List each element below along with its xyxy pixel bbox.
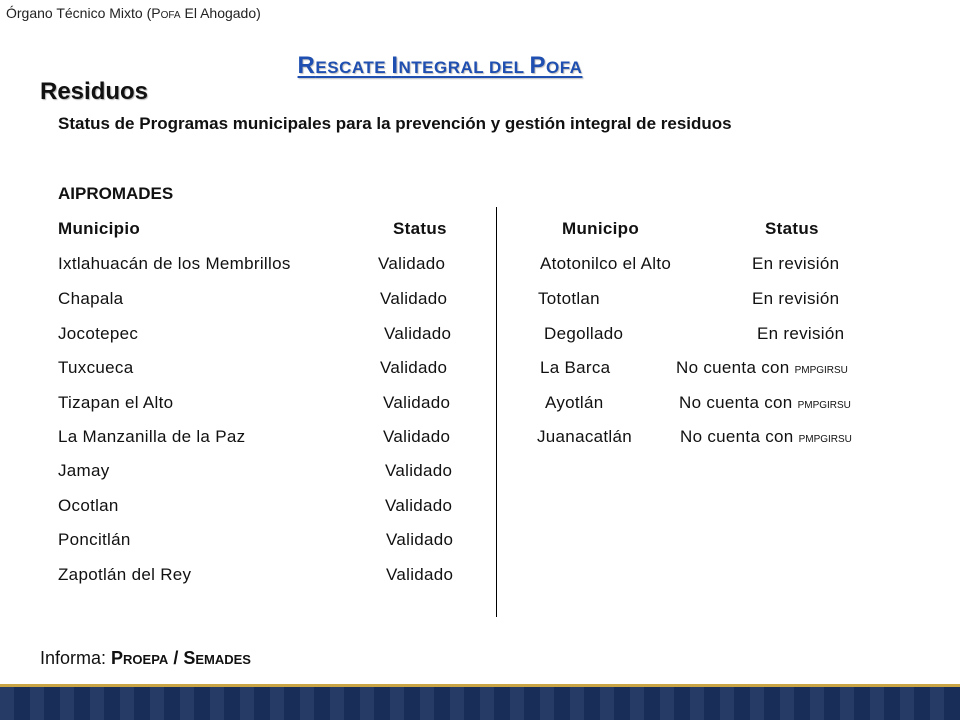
left-row-municipio: Tizapan el Alto xyxy=(58,393,174,412)
left-row-status: Validado xyxy=(383,393,451,412)
right-row-status: En revisión xyxy=(757,324,845,343)
right-row-status: No cuenta con PMPGIRSU xyxy=(676,358,848,377)
left-row-status: Validado xyxy=(378,254,446,273)
decorative-bottom-band xyxy=(0,684,960,720)
left-row-status: Validado xyxy=(380,289,448,308)
slide-title: RESCATE INTEGRAL DEL POFA xyxy=(297,52,583,79)
right-row-status: En revisión xyxy=(752,254,840,273)
right-row-municipio: Ayotlán xyxy=(545,393,604,412)
footer-informa: Informa: PROEPA / SEMADES xyxy=(40,648,251,668)
left-row-municipio: Jocotepec xyxy=(58,324,139,343)
left-row-municipio: Jamay xyxy=(58,461,110,480)
organization-header: Órgano Técnico Mixto (POFA El Ahogado) xyxy=(6,5,261,21)
group-label: AIPROMADES xyxy=(58,184,174,203)
right-row-municipio: Juanacatlán xyxy=(537,427,632,446)
left-row-municipio: Ocotlan xyxy=(58,496,119,515)
subtitle: Status de Programas municipales para la prevención y gestión integral de residuos xyxy=(58,114,732,133)
right-row-municipio: Tototlan xyxy=(538,289,600,308)
left-row-status: Validado xyxy=(383,427,451,446)
left-row-status: Validado xyxy=(385,496,453,515)
right-row-municipio: Degollado xyxy=(544,324,624,343)
left-header-municipio: Municipio xyxy=(58,219,141,238)
left-row-municipio: La Manzanilla de la Paz xyxy=(58,427,246,446)
left-row-municipio: Zapotlán del Rey xyxy=(58,565,192,584)
left-row-status: Validado xyxy=(384,324,452,343)
right-header-municipio: Municipo xyxy=(562,219,639,238)
left-row-status: Validado xyxy=(386,530,454,549)
left-header-status: Status xyxy=(393,219,447,238)
left-row-municipio: Chapala xyxy=(58,289,124,308)
left-row-status: Validado xyxy=(386,565,454,584)
column-divider xyxy=(496,207,497,617)
right-row-municipio: Atotonilco el Alto xyxy=(540,254,672,273)
section-title: Residuos xyxy=(40,78,149,105)
left-row-municipio: Poncitlán xyxy=(58,530,131,549)
right-row-status: No cuenta con PMPGIRSU xyxy=(680,427,852,446)
left-row-status: Validado xyxy=(385,461,453,480)
right-row-municipio: La Barca xyxy=(540,358,611,377)
left-row-municipio: Tuxcueca xyxy=(58,358,134,377)
left-row-municipio: Ixtlahuacán de los Membrillos xyxy=(58,254,291,273)
decorative-band-line xyxy=(0,684,960,687)
left-row-status: Validado xyxy=(380,358,448,377)
right-row-status: En revisión xyxy=(752,289,840,308)
right-header-status: Status xyxy=(765,219,819,238)
right-row-status: No cuenta con PMPGIRSU xyxy=(679,393,851,412)
